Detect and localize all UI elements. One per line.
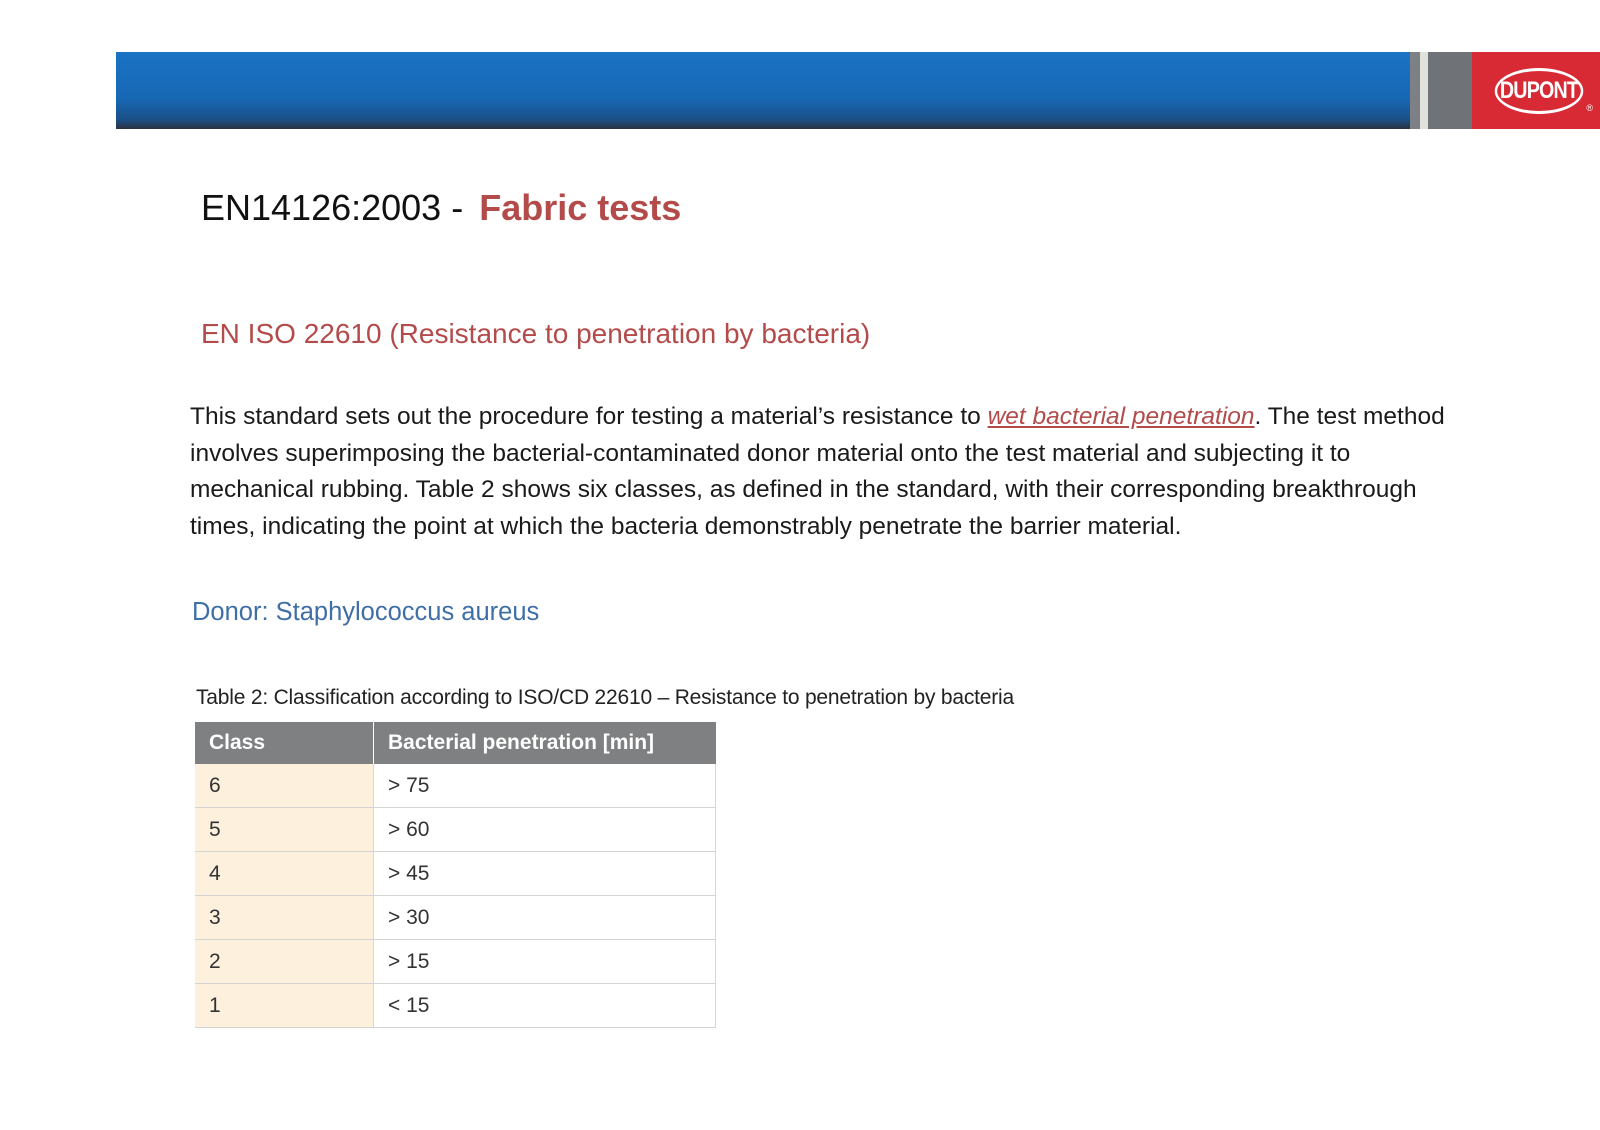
logo-text: DUPONT xyxy=(1499,76,1578,104)
table-header-row xyxy=(195,722,716,764)
section-subtitle: EN ISO 22610 (Resistance to penetration by bacteria) xyxy=(201,318,871,349)
table-row xyxy=(195,852,716,896)
class-cell: 6 xyxy=(195,764,374,808)
table-row xyxy=(195,984,716,1028)
registered-mark: ® xyxy=(1586,103,1593,113)
penetration-cell: > 30 xyxy=(374,896,716,940)
description-paragraph xyxy=(190,399,1460,545)
title-prefix: EN14126:2003 - xyxy=(201,187,464,228)
class-cell: 1 xyxy=(195,984,374,1028)
class-cell: 3 xyxy=(195,896,374,940)
class-cell: 5 xyxy=(195,808,374,852)
classification-table xyxy=(195,722,716,1028)
penetration-cell: < 15 xyxy=(374,984,716,1028)
logo-oval xyxy=(1494,68,1583,114)
page-title xyxy=(201,187,681,229)
penetration-cell: > 75 xyxy=(374,764,716,808)
penetration-cell: > 60 xyxy=(374,808,716,852)
table-row xyxy=(195,896,716,940)
header-bacterial-penetration: Bacterial penetration [min] xyxy=(374,722,716,764)
table-caption: Table 2: Classification according to ISO/CD 22610 – Resistance to penetration by bacteria xyxy=(196,686,1014,709)
wet-bacterial-penetration-link[interactable]: wet bacterial penetration xyxy=(987,403,1255,430)
table-row xyxy=(195,808,716,852)
penetration-cell: > 15 xyxy=(374,940,716,984)
title-accent: Fabric tests xyxy=(479,187,682,228)
body-text-end: . The test method involves superimposing the bacterial-contaminated donor material onto the test material and subjecting it to mechanical rubbing. Table 2 shows six classes, as defined in the standard, with their corresponding breakthrough times, indicating the point at which the bacteria demonstrably penetrate the barrier material. xyxy=(190,403,1445,540)
class-cell: 4 xyxy=(195,852,374,896)
table-row xyxy=(195,764,716,808)
banner-stripes xyxy=(1410,52,1472,129)
table-row xyxy=(195,940,716,984)
header-banner xyxy=(116,52,1593,129)
donor-label: Donor: Staphylococcus aureus xyxy=(192,598,540,626)
body-text-start: This standard sets out the procedure for testing a material’s resistance to xyxy=(190,403,988,430)
class-cell: 2 xyxy=(195,940,374,984)
dupont-logo xyxy=(1472,52,1600,129)
header-class: Class xyxy=(195,722,374,764)
penetration-cell: > 45 xyxy=(374,852,716,896)
